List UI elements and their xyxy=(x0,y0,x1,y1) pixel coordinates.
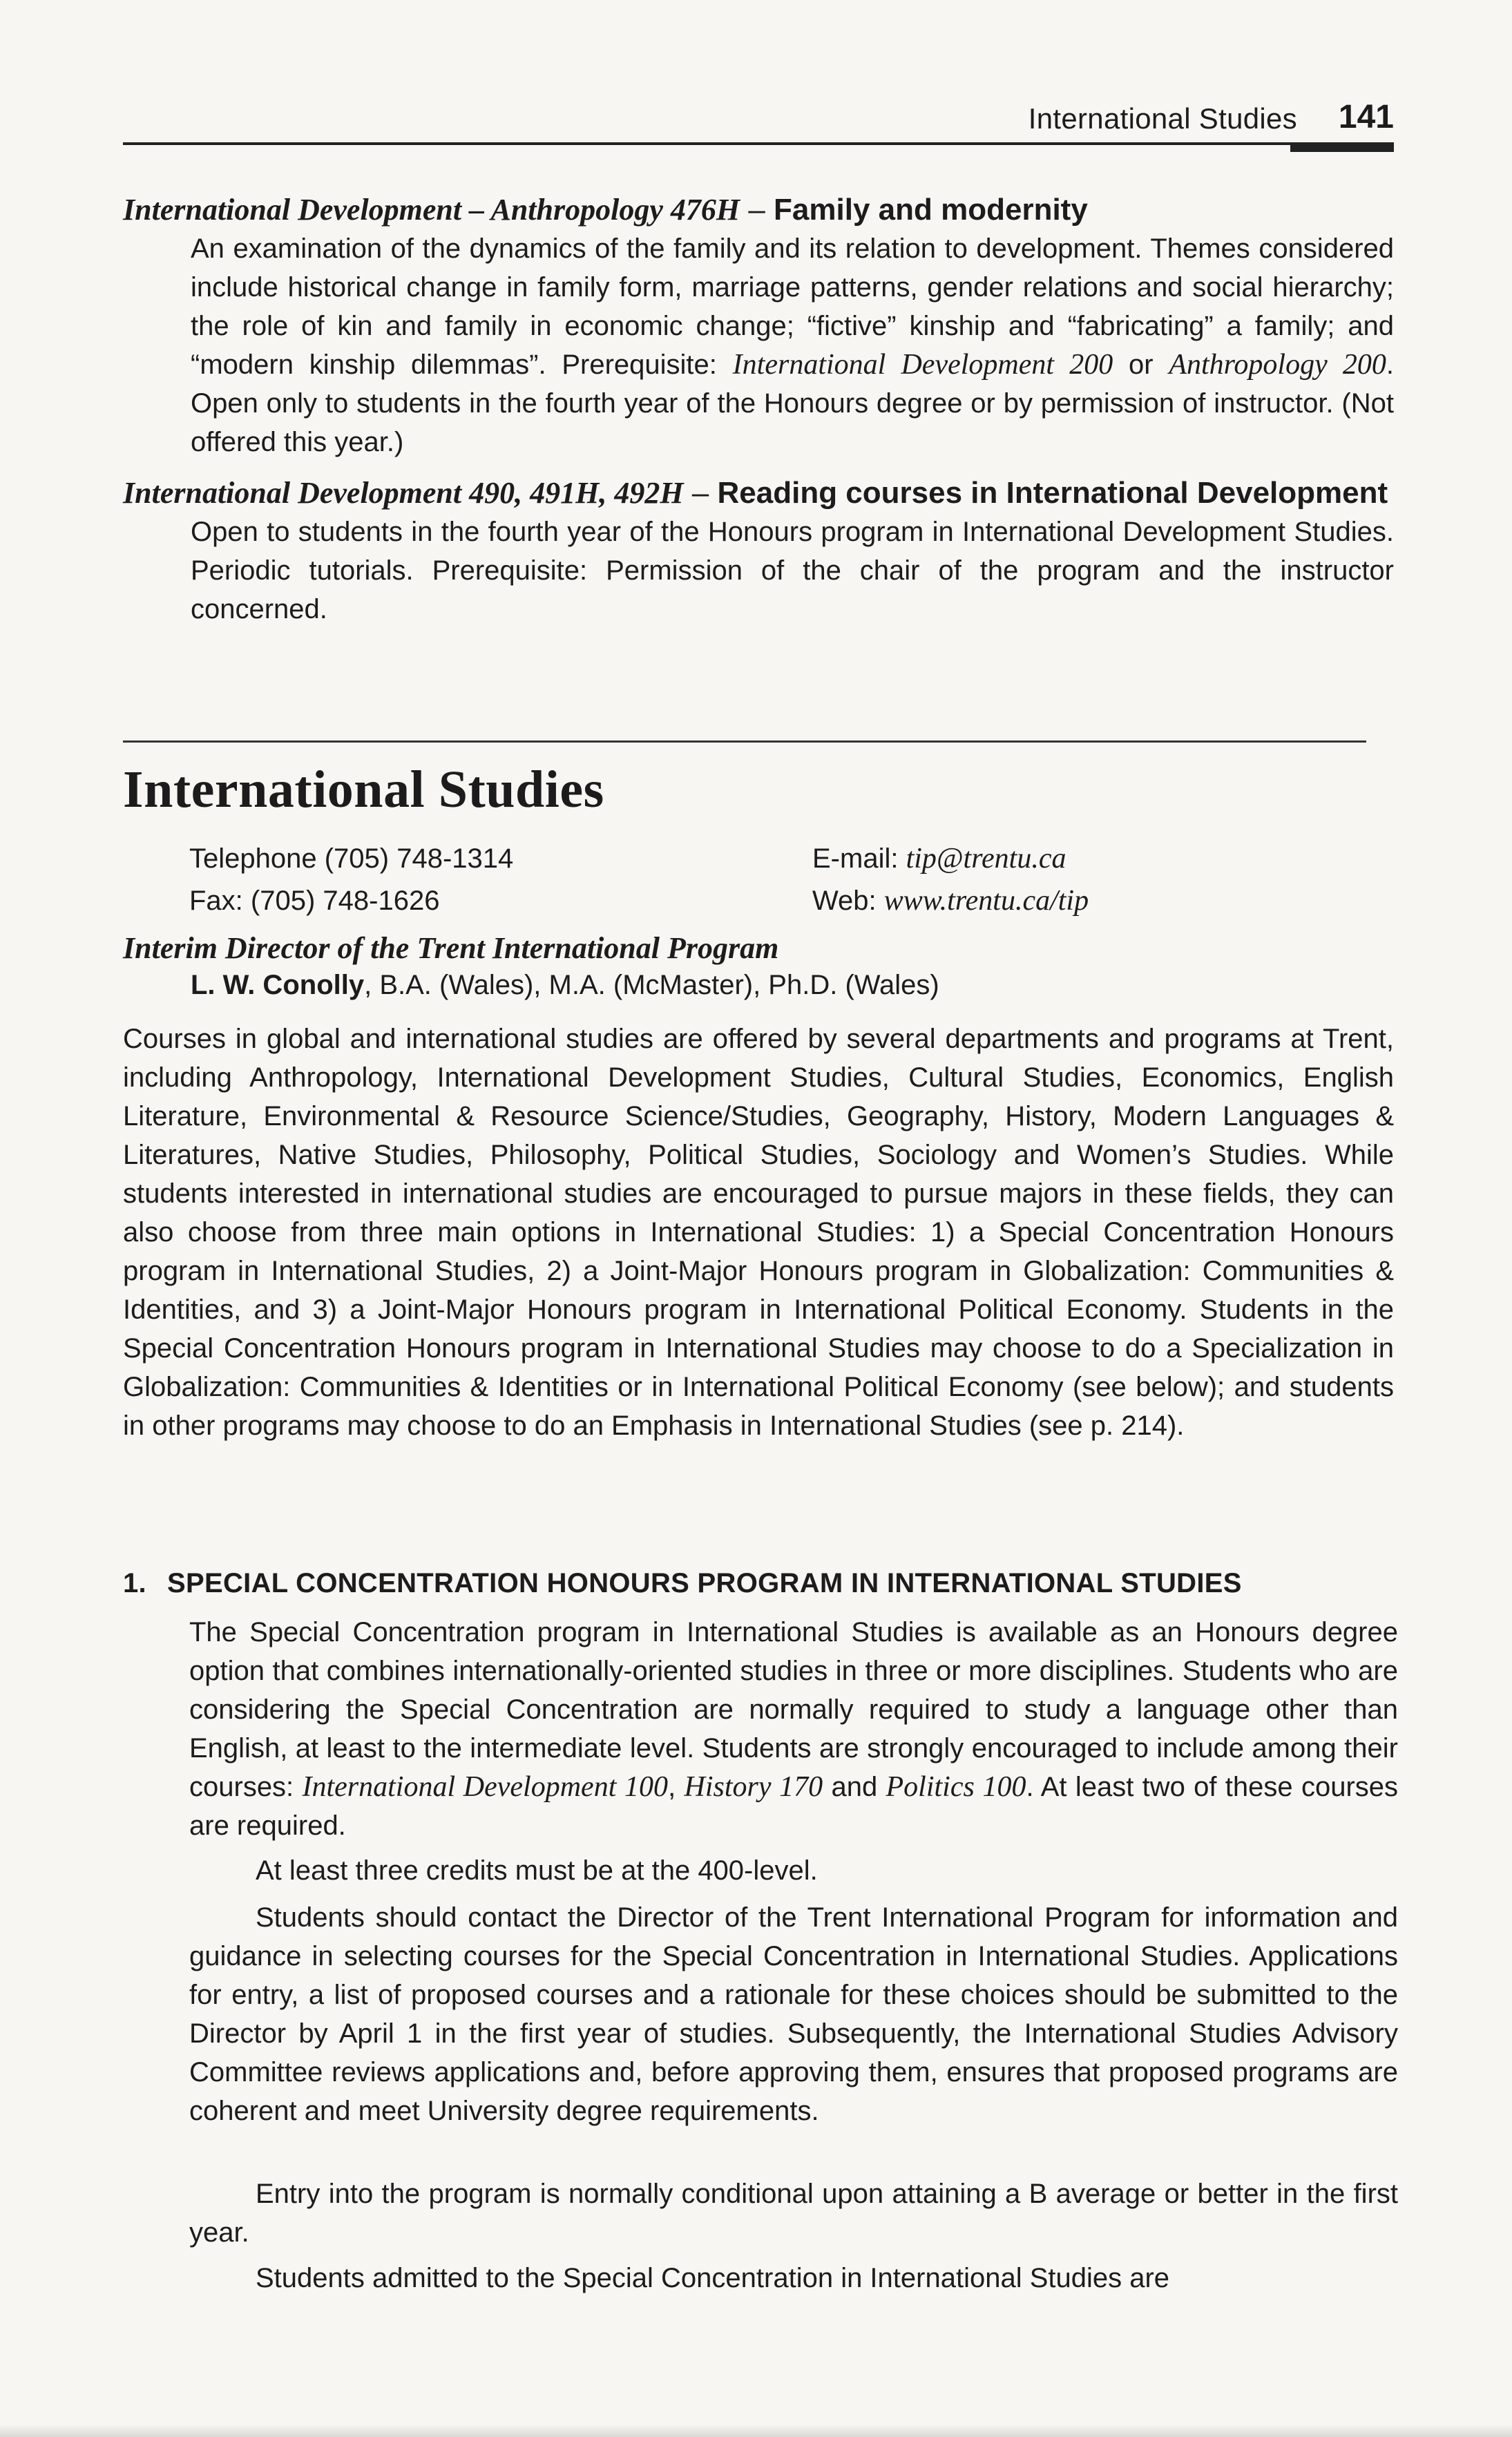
course-name: Reading courses in International Development xyxy=(717,476,1388,510)
course-reference: International Development 100 xyxy=(302,1771,669,1803)
director-credentials: , B.A. (Wales), M.A. (McMaster), Ph.D. (Wales) xyxy=(364,970,939,1000)
program-paragraph xyxy=(189,1613,1398,1845)
program-paragraph: Entry into the program is normally conditional upon attaining a B average or better in the first year. xyxy=(189,2179,1398,2248)
email-line xyxy=(812,839,1066,878)
email-label: E-mail: xyxy=(812,843,906,874)
course-entry xyxy=(123,191,1394,461)
director-title: Interim Director of the Trent International Program xyxy=(123,931,779,965)
running-header xyxy=(123,97,1394,145)
course-description-text: An examination of the dynamics of the family and its relation to development. Themes considered include historical change in family form, marriage patterns, gender relations and social hierarchy; the role of kin and family in economic change; “fictive” kinship and “fabricating” a family; and “modern kinship dilemmas”. Prerequisite: xyxy=(191,233,1394,380)
course-title xyxy=(123,191,1394,229)
paragraph-text: . At least two of these courses are required. xyxy=(189,1772,1399,1841)
page-number: 141 xyxy=(1338,99,1394,135)
web-link[interactable]: www.trentu.ca/tip xyxy=(883,885,1089,917)
course-title-separator: – xyxy=(740,193,774,227)
running-header-section: International Studies xyxy=(1028,102,1297,135)
scan-edge xyxy=(0,2425,1512,2437)
program-paragraph: Students admitted to the Special Concentration in International Studies are xyxy=(256,2263,1170,2293)
program-number: 1. xyxy=(123,1568,146,1598)
paragraph-text: and xyxy=(823,1772,886,1802)
course-reference: History 170 xyxy=(684,1771,823,1803)
course-code: International Development – Anthropology 476H xyxy=(123,193,740,227)
header-rule-tab xyxy=(1290,142,1394,152)
section-intro: Courses in global and international studies are offered by several departments and programs at Trent, including Anthropology, International Development Studies, Cultural Studies, Economics, English Literature, Environmental & Resource Science/Studies, Geography, History, Modern Languages & Literatures, Native Studies, Philosophy, Political Studies, Sociology and Women’s Studies. While students interested in international studies are encouraged to pursue majors in these fields, they can also choose from three main options in International Studies: 1) a Special Concentration Honours program in International Studies, 2) a Joint-Major Honours program in Globalization: Communities & Identities, and 3) a Joint-Major Honours program in International Political Economy. Students in the Special Concentration Honours program in International Studies may choose to do a Specialization in Globalization: Communities & Identities or in International Political Economy (see below); and students in other programs may choose to do an Emphasis in International Studies (see p. 214). xyxy=(123,1024,1394,1441)
course-description: Open to students in the fourth year of the Honours program in International Development Studies. Periodic tutorials. Prerequisite: Permission of the chair of the program and the instructor concerned. xyxy=(191,517,1394,624)
web-line xyxy=(812,881,1089,920)
course-description xyxy=(191,229,1394,461)
email-link[interactable]: tip@trentu.ca xyxy=(906,843,1066,875)
course-description-text: or xyxy=(1113,350,1169,380)
telephone: Telephone (705) 748-1314 xyxy=(189,843,514,874)
course-title xyxy=(123,474,1394,513)
program-paragraph: At least three credits must be at the 400-level. xyxy=(256,1855,818,1886)
course-code: International Development 490, 491H, 492H xyxy=(123,476,684,510)
web-label: Web: xyxy=(812,886,884,916)
course-reference: Politics 100 xyxy=(886,1771,1026,1803)
program-heading-text: SPECIAL CONCENTRATION HONOURS PROGRAM IN INTERNATIONAL STUDIES xyxy=(167,1568,1242,1598)
program-heading xyxy=(123,1568,1242,1599)
program-paragraph: Students should contact the Director of the Trent International Program for information and guidance in selecting courses for the Special Concentration in International Studies. Applications for entry, a list of proposed courses and a rationale for these choices should be submitted to the Director by April 1 in the first year of studies. Subsequently, the International Studies Advisory Committee reviews applications and, before approving them, ensures that proposed programs are coherent and meet University degree requirements. xyxy=(189,1902,1398,2126)
course-name: Family and modernity xyxy=(774,193,1088,227)
course-title-separator: – xyxy=(683,476,718,510)
prerequisite-course: International Development 200 xyxy=(732,349,1113,381)
paragraph-text: , xyxy=(668,1772,685,1802)
course-entry xyxy=(123,474,1394,629)
director xyxy=(191,970,939,1001)
fax: Fax: (705) 748-1626 xyxy=(189,886,440,916)
section-title: International Studies xyxy=(123,761,604,819)
course-description-text: . Open only to students in the fourth year of the Honours degree or by permission of instructor. (Not offered this year.) xyxy=(191,350,1395,457)
section-divider xyxy=(123,740,1366,743)
header-rule xyxy=(123,142,1394,145)
prerequisite-course: Anthropology 200 xyxy=(1169,349,1386,381)
director-name: L. W. Conolly xyxy=(191,970,365,1000)
paragraph-text: The Special Concentration program in International Studies is available as an Honours degree option that combines internationally-oriented studies in three or more disciplines. Students who are considering the Special Concentration are normally required to study a language other than English, at least to the intermediate level. Students are strongly encouraged to include among their courses: xyxy=(189,1617,1398,1802)
